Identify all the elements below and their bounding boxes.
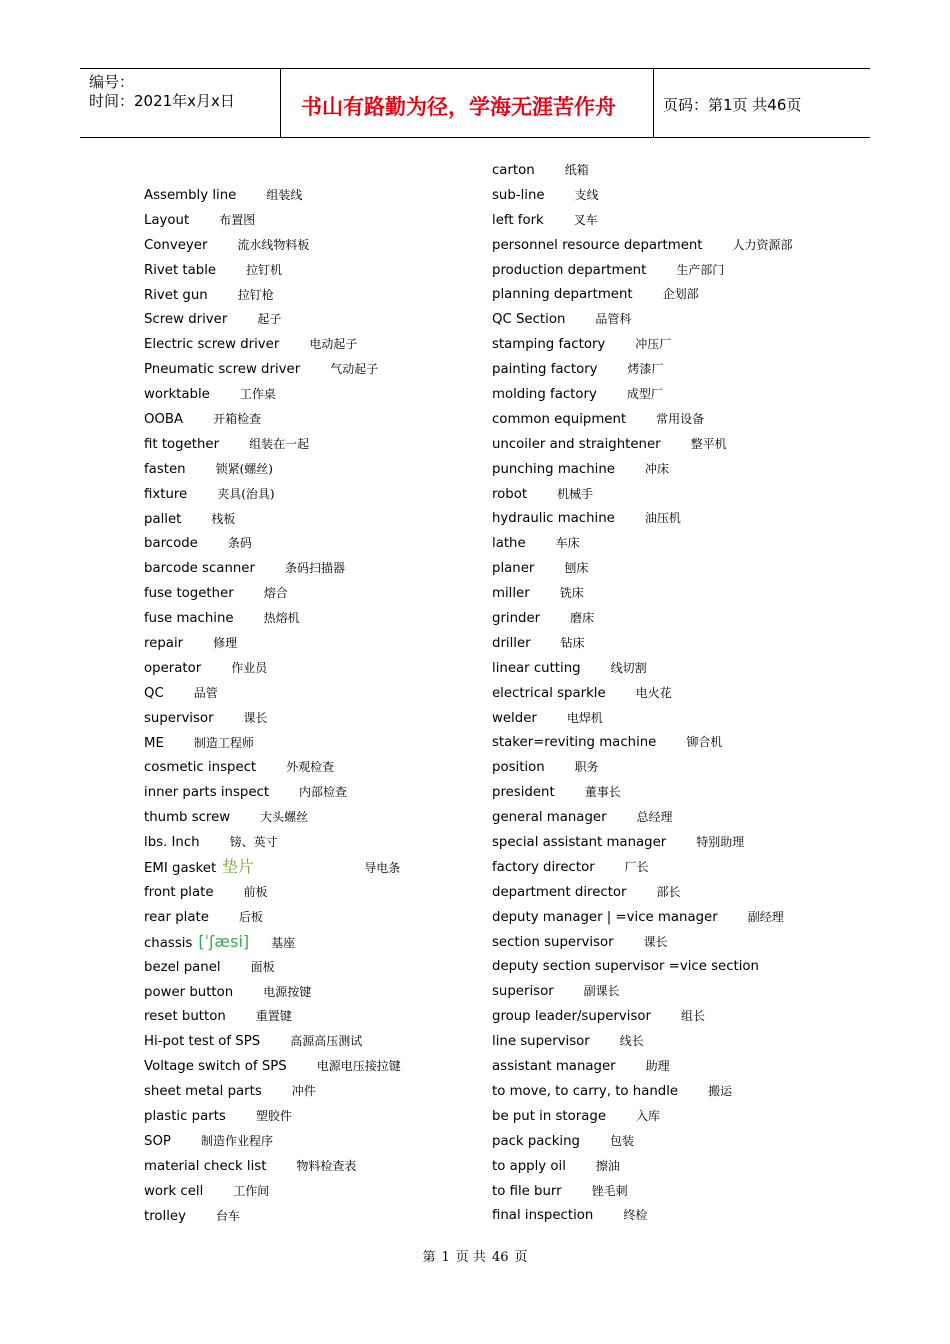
vocab-english: front plate	[144, 884, 214, 900]
vocab-english: Assembly line	[144, 188, 237, 203]
vocab-row	[492, 556, 793, 581]
vocab-english: Screw driver	[144, 312, 228, 328]
vocab-english: to file burr	[492, 1183, 562, 1199]
vocab-row	[492, 208, 793, 233]
vocab-english: painting factory	[492, 362, 598, 378]
vocab-row	[144, 1129, 401, 1154]
vocab-row	[492, 706, 793, 731]
vocab-row	[144, 581, 401, 606]
vocab-english: planning department	[492, 287, 633, 303]
vocab-chinese: 冲件	[291, 1084, 316, 1099]
vocab-chinese: 栈板	[211, 511, 236, 526]
vocab-row	[492, 606, 793, 631]
vocab-row	[492, 531, 793, 556]
vocab-english: EMI gasket	[144, 861, 217, 877]
vocab-row	[144, 1154, 401, 1179]
vocab-row	[144, 780, 401, 805]
vocab-english: Rivet gun	[144, 287, 208, 303]
vocab-chinese: 基座	[271, 935, 296, 950]
vocab-row	[492, 780, 793, 805]
vocab-english: Hi-pot test of SPS	[144, 1034, 261, 1050]
vocab-row	[144, 407, 401, 432]
vocab-chinese: 修理	[213, 636, 238, 651]
vocab-english: deputy manager | =vice manager	[492, 909, 718, 925]
vocab-chinese: 线切割	[610, 660, 647, 675]
header-motto-cell	[281, 69, 654, 137]
vocab-row	[144, 382, 401, 407]
header-meta-cell	[80, 69, 281, 137]
vocab-row	[144, 283, 401, 308]
vocab-row	[144, 606, 401, 631]
vocab-chinese: 铣床	[559, 586, 584, 601]
vocab-chinese: 外观检查	[286, 760, 335, 775]
vocab-english: line supervisor	[492, 1034, 590, 1050]
vocab-row	[492, 1029, 793, 1054]
vocab-chinese: 品管	[193, 685, 218, 700]
vocab-english: general manager	[492, 810, 607, 826]
vocab-row	[492, 1104, 793, 1129]
vocab-chinese: 电火花	[635, 685, 672, 700]
vocab-chinese: 拉钉机	[246, 262, 283, 277]
vocab-row	[492, 432, 793, 457]
vocab-chinese: 组长	[680, 1009, 705, 1024]
vocab-english: personnel resource department	[492, 237, 703, 253]
vocab-row	[144, 855, 401, 880]
vocab-chinese: 制造工程师	[193, 735, 254, 750]
vocab-chinese: 课长	[643, 934, 668, 949]
vocab-chinese: 终检	[623, 1208, 648, 1223]
vocab-row	[144, 755, 401, 780]
vocab-chinese: 支线	[574, 187, 599, 202]
vocab-chinese: 镑、英寸	[229, 835, 278, 850]
vocab-row	[492, 332, 793, 357]
vocab-chinese: 组装在一起	[249, 436, 310, 451]
vocab-english: Rivet table	[144, 262, 217, 278]
vocab-row	[492, 506, 793, 531]
vocab-english: Pneumatic screw driver	[144, 362, 301, 378]
vocab-row	[144, 1054, 401, 1079]
vocab-chinese: 布置图	[219, 212, 256, 227]
vocab-english: QC Section	[492, 312, 566, 328]
vocab-chinese: 锁紧(螺丝)	[215, 461, 273, 476]
vocab-english: rear plate	[144, 909, 209, 925]
vocab-column-right	[492, 158, 793, 1228]
vocab-chinese: 企划部	[662, 287, 699, 302]
vocab-row	[144, 1104, 401, 1129]
vocab-chinese: 塑胶件	[255, 1108, 292, 1123]
page-info: 页码：第1页 共46页	[663, 96, 802, 114]
vocab-chinese: 线长	[619, 1034, 644, 1049]
vocab-chinese: 擦油	[595, 1158, 620, 1173]
vocab-english: uncoiler and straightener	[492, 436, 661, 452]
vocab-chinese: 冲压厂	[635, 337, 672, 352]
vocab-english: QC	[144, 685, 164, 701]
vocab-chinese: 锉毛刺	[591, 1183, 628, 1198]
vocab-english: pack packing	[492, 1133, 580, 1149]
vocab-chinese: 包装	[610, 1133, 635, 1148]
vocab-english: ME	[144, 735, 164, 751]
vocab-row	[144, 1079, 401, 1104]
vocab-row	[144, 905, 401, 930]
vocab-chinese: 课长	[243, 710, 268, 725]
vocab-row	[492, 1004, 793, 1029]
vocab-row	[144, 208, 401, 233]
vocab-row	[492, 407, 793, 432]
vocab-row	[492, 880, 793, 905]
vocab-row	[492, 1203, 793, 1228]
vocab-chinese: 电焊机	[566, 710, 603, 725]
vocab-english: hydraulic machine	[492, 511, 615, 527]
header-page-cell	[654, 69, 870, 137]
vocab-chinese: 条码扫描器	[284, 561, 345, 576]
vocab-row	[144, 307, 401, 332]
vocab-row	[492, 357, 793, 382]
vocab-row	[144, 930, 401, 955]
vocab-chinese: 热熔机	[263, 611, 300, 626]
vocab-english: reset button	[144, 1009, 226, 1025]
vocab-english: final inspection	[492, 1208, 594, 1224]
vocab-chinese: 工作间	[233, 1183, 270, 1198]
vocab-english: president	[492, 785, 555, 801]
vocab-english: operator	[144, 660, 202, 676]
vocab-english: assistant manager	[492, 1059, 616, 1075]
vocab-chinese: 车床	[555, 536, 580, 551]
vocab-chinese: 副课长	[583, 984, 620, 999]
vocab-english: welder	[492, 710, 537, 726]
vocab-chinese: 烤漆厂	[627, 362, 664, 377]
vocab-chinese: 厂长	[624, 859, 649, 874]
vocab-english: carton	[492, 163, 535, 178]
vocab-row	[144, 656, 401, 681]
vocab-chinese: 助理	[645, 1059, 670, 1074]
footer-prefix: 第	[422, 1250, 436, 1265]
vocab-english: power button	[144, 984, 234, 1000]
footer-suffix: 页	[514, 1250, 528, 1265]
vocab-chinese: 叉车	[573, 212, 598, 227]
vocab-row	[144, 955, 401, 980]
vocab-chinese: 开箱检查	[213, 412, 262, 427]
vocab-english: department director	[492, 884, 627, 900]
vocab-chinese: 台车	[215, 1208, 240, 1223]
vocab-row	[144, 706, 401, 731]
vocab-chinese: 纸箱	[564, 163, 589, 177]
vocab-english: miller	[492, 586, 530, 602]
vocab-chinese: 机械手	[557, 486, 594, 501]
vocab-english: deputy section supervisor =vice section	[492, 958, 759, 974]
vocab-row	[144, 507, 401, 532]
vocab-annotation: 垫片	[222, 857, 255, 877]
vocab-row	[144, 183, 401, 208]
vocab-chinese: 副经理	[747, 909, 784, 924]
vocab-chinese: 导电条	[364, 861, 401, 876]
vocab-chinese: 面板	[250, 959, 275, 974]
vocab-english: common equipment	[492, 411, 627, 427]
vocab-row	[144, 482, 401, 507]
vocab-english: factory director	[492, 859, 595, 875]
vocab-english: fasten	[144, 461, 186, 477]
vocab-chinese: 董事长	[584, 785, 621, 800]
vocab-english: work cell	[144, 1183, 204, 1199]
vocab-row	[492, 258, 793, 283]
vocab-row	[492, 979, 793, 1004]
vocab-row	[144, 1029, 401, 1054]
vocab-english: position	[492, 760, 545, 776]
vocab-chinese: 品管科	[595, 312, 632, 327]
vocab-chinese: 总经理	[636, 810, 673, 825]
vocab-english: planer	[492, 561, 535, 577]
vocab-row	[492, 805, 793, 830]
vocab-chinese: 拉钉枪	[237, 287, 274, 302]
vocab-chinese: 组装线	[266, 188, 303, 202]
vocab-row	[492, 183, 793, 208]
vocab-row	[492, 656, 793, 681]
vocab-row	[492, 930, 793, 955]
vocab-english: chassis	[144, 935, 193, 951]
vocab-english: section supervisor	[492, 934, 614, 950]
vocab-chinese: 流水线物料板	[237, 237, 310, 252]
vocab-chinese: 油压机	[644, 511, 681, 526]
vocab-english: fit together	[144, 436, 220, 452]
vocab-row	[492, 1079, 793, 1104]
vocab-chinese: 内部检查	[299, 785, 348, 800]
vocab-row	[144, 880, 401, 905]
date-label: 时间：2021年x月x日	[89, 92, 235, 110]
vocab-row	[492, 581, 793, 606]
vocab-row	[144, 980, 401, 1005]
vocab-chinese: 磨床	[570, 611, 595, 626]
vocab-row	[144, 1179, 401, 1204]
vocab-english: be put in storage	[492, 1108, 607, 1124]
vocab-row	[492, 382, 793, 407]
vocab-row	[144, 233, 401, 258]
vocab-english: repair	[144, 636, 184, 652]
vocab-english: to move, to carry, to handle	[492, 1083, 679, 1099]
vocab-chinese: 夹具(治具)	[217, 486, 275, 501]
footer-middle: 页 共	[455, 1250, 486, 1265]
vocab-english: driller	[492, 635, 531, 651]
vocab-chinese: 刨床	[564, 561, 589, 576]
vocab-english: left fork	[492, 212, 544, 228]
vocab-column-left	[144, 183, 401, 1228]
vocab-row	[492, 158, 793, 183]
vocab-english: robot	[492, 486, 528, 502]
vocab-chinese: 特别助理	[696, 835, 745, 850]
vocab-english: grinder	[492, 611, 541, 627]
vocab-annotation: [ˈʃæsi]	[198, 931, 250, 951]
vocab-row	[144, 357, 401, 382]
vocab-chinese: 高源高压测试	[290, 1034, 363, 1049]
vocab-row	[492, 482, 793, 507]
vocab-english: fixture	[144, 486, 188, 502]
vocab-chinese: 成型厂	[626, 387, 663, 402]
vocab-row	[492, 282, 793, 307]
vocab-english: fuse machine	[144, 611, 234, 627]
vocab-chinese: 后板	[238, 909, 263, 924]
vocab-chinese: 作业员	[231, 660, 268, 675]
vocab-row	[144, 830, 401, 855]
vocab-row	[144, 631, 401, 656]
vocab-chinese: 常用设备	[656, 411, 705, 426]
vocab-english: linear cutting	[492, 660, 581, 676]
vocab-chinese: 部长	[656, 884, 681, 899]
vocab-english: Voltage switch of SPS	[144, 1059, 287, 1075]
vocab-chinese: 铆合机	[686, 735, 723, 750]
vocab-english: to apply oil	[492, 1158, 566, 1174]
vocab-english: inner parts inspect	[144, 785, 270, 801]
vocab-english: cosmetic inspect	[144, 760, 257, 776]
vocab-english: fuse together	[144, 586, 234, 602]
vocab-chinese: 钻床	[560, 635, 585, 650]
vocab-row	[492, 1054, 793, 1079]
vocab-row	[144, 258, 401, 283]
vocab-row	[492, 681, 793, 706]
page-header	[80, 68, 870, 138]
vocab-row	[492, 955, 793, 980]
vocab-row	[492, 905, 793, 930]
vocab-row	[144, 432, 401, 457]
vocab-row	[492, 755, 793, 780]
footer-page: 1	[441, 1250, 450, 1265]
vocab-english: superisor	[492, 984, 554, 1000]
vocab-chinese: 职务	[574, 760, 599, 775]
vocab-chinese: 起子	[257, 312, 282, 327]
vocab-chinese: 制造作业程序	[200, 1133, 273, 1148]
vocab-english: special assistant manager	[492, 835, 667, 851]
vocab-english: sheet metal parts	[144, 1084, 262, 1100]
vocab-english: lathe	[492, 536, 526, 552]
vocab-row	[492, 233, 793, 258]
vocab-chinese: 物料检查表	[296, 1158, 357, 1173]
motto-text: 书山有路勤为径，学海无涯苦作舟	[301, 95, 616, 119]
vocab-row	[144, 531, 401, 556]
vocab-english: molding factory	[492, 387, 597, 403]
vocab-chinese: 搬运	[708, 1083, 733, 1098]
vocab-english: Electric screw driver	[144, 337, 280, 353]
vocab-chinese: 整平机	[690, 436, 727, 451]
vocab-english: stamping factory	[492, 337, 606, 353]
page-footer	[0, 1246, 950, 1265]
vocab-english: group leader/supervisor	[492, 1009, 651, 1025]
vocab-english: thumb screw	[144, 810, 231, 826]
vocab-chinese: 条码	[227, 536, 252, 551]
vocab-english: SOP	[144, 1133, 171, 1149]
vocab-row	[144, 332, 401, 357]
vocab-english: electrical sparkle	[492, 685, 606, 701]
vocab-chinese: 电源电压接拉键	[316, 1059, 401, 1074]
vocab-english: bezel panel	[144, 959, 221, 975]
number-label: 编号：	[89, 73, 135, 91]
vocab-row	[144, 731, 401, 756]
vocab-chinese: 冲床	[644, 461, 669, 476]
vocab-row	[144, 1204, 401, 1229]
vocab-english: worktable	[144, 387, 210, 403]
vocab-row	[492, 307, 793, 332]
vocab-row	[492, 1154, 793, 1179]
vocab-english: sub-line	[492, 187, 545, 203]
vocab-chinese: 熔合	[263, 586, 288, 601]
vocab-row	[144, 681, 401, 706]
vocab-english: OOBA	[144, 412, 184, 428]
vocab-row	[492, 457, 793, 482]
vocab-row	[144, 457, 401, 482]
vocab-row	[144, 805, 401, 830]
vocab-row	[144, 1004, 401, 1029]
vocab-english: Layout	[144, 212, 190, 228]
vocab-chinese: 电源按键	[263, 984, 312, 999]
vocab-english: plastic parts	[144, 1108, 226, 1124]
vocab-english: barcode	[144, 536, 198, 552]
vocab-english: material check list	[144, 1158, 267, 1174]
vocab-row	[492, 1129, 793, 1154]
vocab-english: lbs. Inch	[144, 835, 200, 851]
vocab-english: supervisor	[144, 710, 214, 726]
vocab-chinese: 气动起子	[330, 362, 379, 377]
vocab-english: punching machine	[492, 461, 615, 477]
vocab-english: Conveyer	[144, 237, 208, 253]
vocab-english: staker=reviting machine	[492, 735, 657, 751]
footer-total: 46	[491, 1250, 509, 1265]
vocab-english: barcode scanner	[144, 561, 255, 577]
vocab-row	[492, 730, 793, 755]
vocab-chinese: 工作桌	[239, 387, 276, 402]
vocab-row	[492, 830, 793, 855]
vocab-chinese: 人力资源部	[732, 237, 793, 252]
vocab-chinese: 电动起子	[309, 337, 358, 352]
vocab-english: pallet	[144, 511, 182, 527]
vocab-chinese: 大头螺丝	[260, 810, 309, 825]
vocab-chinese: 重置键	[255, 1009, 292, 1024]
vocab-chinese: 生产部门	[676, 262, 725, 277]
vocab-row	[144, 556, 401, 581]
vocab-row	[492, 631, 793, 656]
vocab-row	[492, 855, 793, 880]
vocab-chinese: 前板	[243, 884, 268, 899]
vocab-row	[492, 1179, 793, 1204]
vocab-chinese: 入库	[636, 1108, 661, 1123]
vocab-english: trolley	[144, 1208, 186, 1224]
vocab-english: production department	[492, 262, 647, 278]
